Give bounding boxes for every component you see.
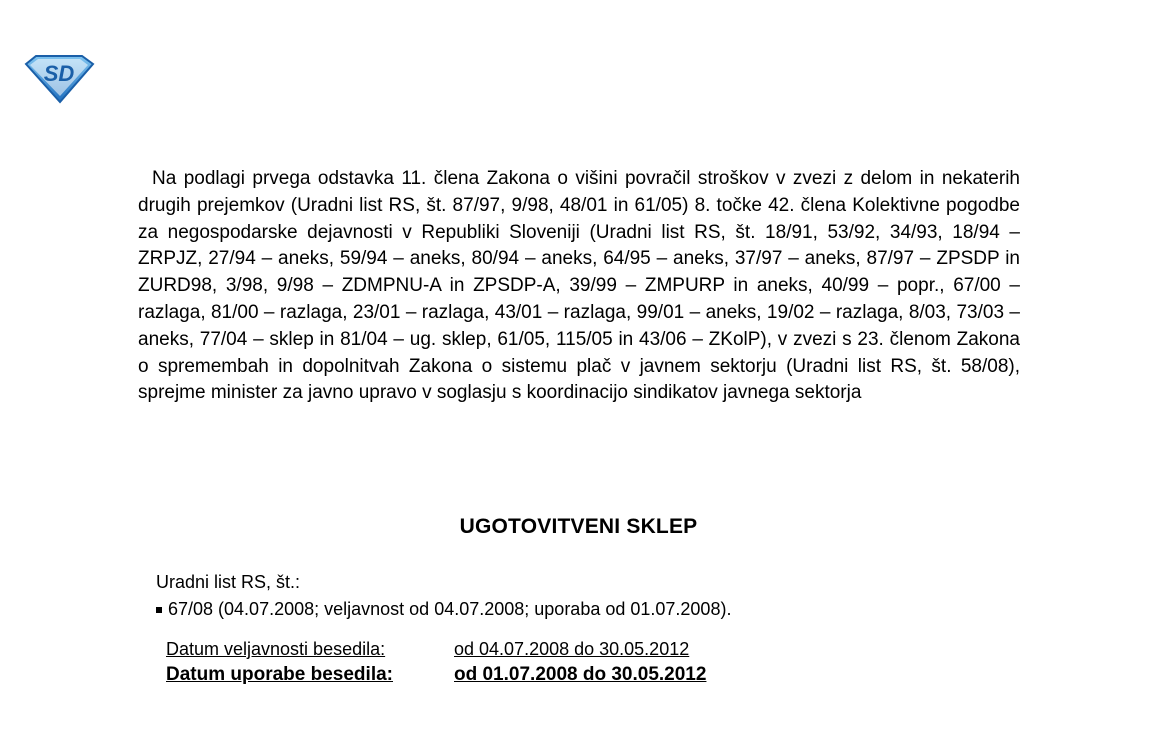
document-title: UGOTOVITVENI SKLEP <box>459 515 698 538</box>
intro-paragraph: Na podlagi prvega odstavka 11. člena Zakona o višini povračil stroškov v zvezi z delom in nekaterih drugih prejemkov (Uradni list RS, št. 87/97, 9/98, 48/01 in 61/05) 8. točke 42. člena Kolektivne pogodbe za negospodarske dejavnosti v Republiki Sloveniji (Uradni list RS, št. 18/91, 53/92, 34/93, 18/94 – ZRPJZ, 27/94 – aneks, 59/94 – aneks, 80/94 – aneks, 64/95 – aneks, 37/97 – aneks, 87/97 – ZPSDP in ZURD98, 3/98, 9/98 – ZDMPNU-A in ZPSDP-A, 39/99 – ZMPURP in aneks, 40/99 – popr., 67/00 – razlaga, 81/00 – razlaga, 23/01 – razlaga, 43/01 – razlaga, 99/01 – aneks, 19/02 – razlaga, 8/03, 73/03 – aneks, 77/04 – sklep in 81/04 – ug. sklep, 61/05, 115/05 in 43/06 – ZKolP), v zvezi s 23. členom Zakona o spremembah in dopolnitvah Zakona o sistemu plač v javnem sektorju (Uradni list RS, št. 58/08), sprejme minister za javno upravo v soglasju s koordinacijo sindikatov javnega sektorja <box>138 168 1020 404</box>
validity-value: od 04.07.2008 do 30.05.2012 <box>454 639 690 659</box>
application-label: Datum uporabe besedila: <box>166 664 393 685</box>
application-value: od 01.07.2008 do 30.05.2012 <box>454 664 707 685</box>
bullet-icon <box>156 607 162 613</box>
dates-block <box>166 636 706 688</box>
logo-text: SD <box>43 61 75 86</box>
gazette-item-text: 67/08 (04.07.2008; veljavnost od 04.07.2008; uporaba od 01.07.2008). <box>168 599 732 619</box>
validity-row <box>166 636 706 662</box>
logo <box>22 54 96 104</box>
application-row <box>166 662 706 688</box>
gazette-list <box>156 599 731 620</box>
gazette-label: Uradni list RS, št.: <box>156 572 301 592</box>
validity-label: Datum veljavnosti besedila: <box>166 639 386 659</box>
gazette-item <box>156 599 731 620</box>
shield-logo-icon <box>22 54 96 104</box>
